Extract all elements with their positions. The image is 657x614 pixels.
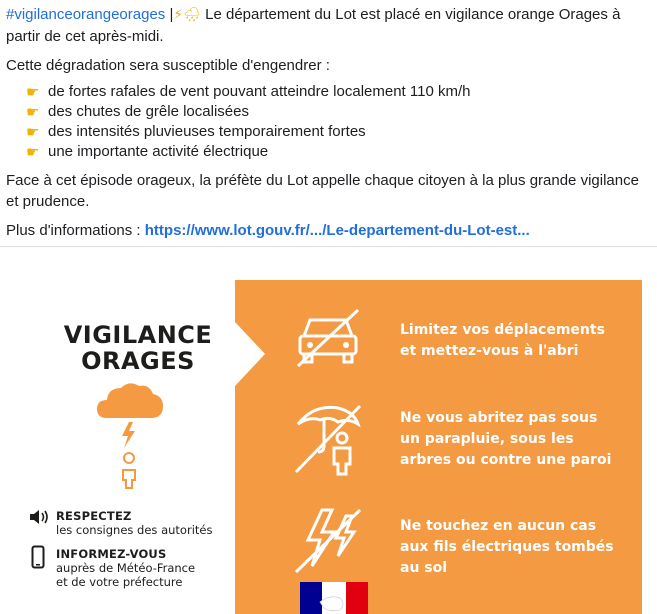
- respect-block: RESPECTEZ les consignes des autorités: [56, 509, 213, 537]
- no-umbrella-icon: [292, 402, 364, 476]
- advice-2: Ne vous abritez pas sous un parapluie, sous les arbres ou contre une paroi: [400, 410, 612, 468]
- speaker-icon: [28, 508, 50, 526]
- lead-text: Cette dégradation sera susceptible d'engendrer :: [6, 57, 330, 74]
- no-electric-icon: [292, 506, 364, 576]
- post-intro: [6, 4, 651, 47]
- more-info-link[interactable]: https://www.lot.gouv.fr/.../Le-departement-du-Lot-est...: [144, 222, 530, 239]
- inform-block: INFORMEZ-VOUS auprès de Météo-France et de votre préfecture: [56, 547, 196, 589]
- panel-notch: [235, 322, 265, 386]
- list-item: ☛ des chutes de grêle localisées: [26, 103, 249, 121]
- poster-left-panel: [0, 260, 235, 614]
- poster-title: VIGILANCE ORAGES: [63, 321, 213, 375]
- storm-emoji-icon: ⚡🌧: [173, 7, 201, 23]
- list-item: ☛ de fortes rafales de vent pouvant atteindre localement 110 km/h: [26, 83, 471, 101]
- pointing-hand-icon: ☛: [26, 123, 40, 141]
- intro-text: Le département du Lot est placé en vigilance orange Orages à partir de cet après-midi.: [6, 6, 621, 45]
- pointing-hand-icon: ☛: [26, 83, 40, 101]
- storm-person-icon: [95, 378, 167, 490]
- french-republic-logo: [300, 582, 368, 614]
- list-item: ☛ une importante activité électrique: [26, 143, 269, 161]
- list-item: ☛ des intensités pluvieuses temporairement fortes: [26, 123, 366, 141]
- more-info-label: Plus d'informations :: [6, 222, 145, 239]
- vigilance-poster-image[interactable]: [0, 260, 657, 614]
- phone-icon: [31, 545, 45, 569]
- advice-3: Ne touchez en aucun cas aux fils électriques tombés au sol: [400, 518, 614, 576]
- post-text: [6, 4, 651, 241]
- advice-1: Limitez vos déplacements et mettez-vous à l'abri: [400, 322, 605, 359]
- divider: [0, 246, 657, 247]
- hashtag-link[interactable]: #vigilanceorangeorages: [6, 6, 166, 23]
- more-info: [6, 220, 651, 241]
- pointing-hand-icon: ☛: [26, 103, 40, 121]
- closing-text: Face à cet épisode orageux, la préfète du Lot appelle chaque citoyen à la plus grande vigilance et prudence.: [6, 172, 639, 210]
- separator: |: [165, 6, 174, 23]
- no-car-icon: [292, 308, 364, 370]
- pointing-hand-icon: ☛: [26, 143, 40, 161]
